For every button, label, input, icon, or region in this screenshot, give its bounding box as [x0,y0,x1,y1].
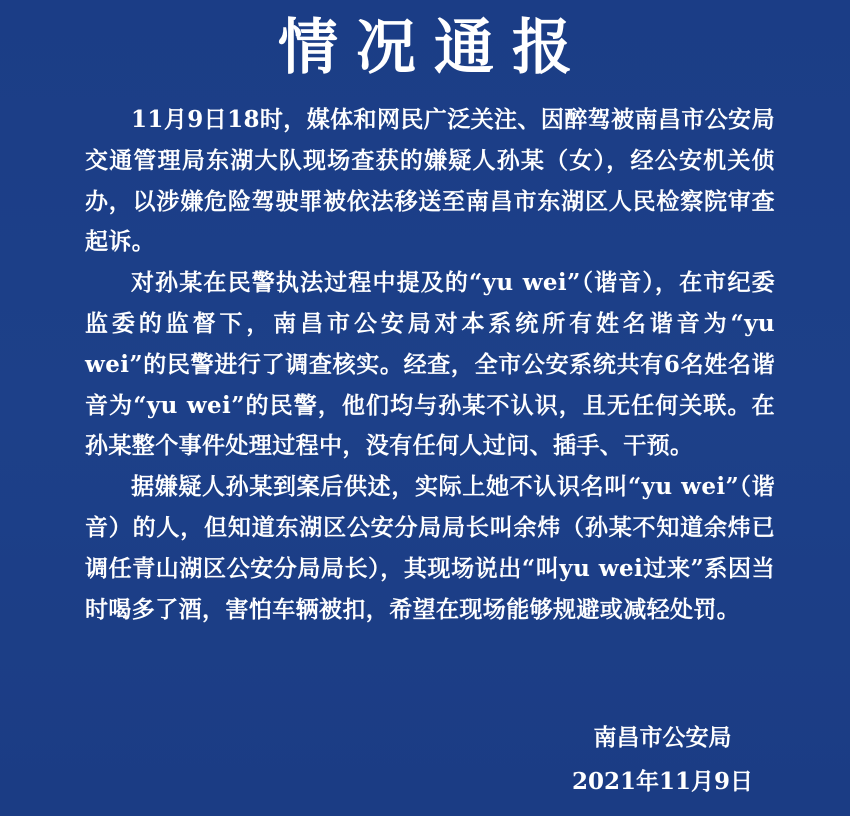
issue-date: 2021年11月9日 [571,768,753,795]
paragraph-3: 据嫌疑人孙某到案后供述，实际上她不认识名叫“yu wei”（谐音）的人，但知道东湖区公安分局局长叫余炜（孙某不知道余炜已调任青山湖区公安分局局长），其现场说出“叫yu wei过来”系因当时喝多了酒，害怕车辆被扣，希望在现场能够规避或减轻处罚。 [85,473,775,623]
issuer-name: 南昌市公安局 [593,724,732,751]
paragraph-1: 11月9日18时，媒体和网民广泛关注、因醉驾被南昌市公安局交通管理局东湖大队现场查获的嫌疑人孙某（女），经公安机关侦办，以涉嫌危险驾驶罪被依法移送至南昌市东湖区人民检察院审查起诉。 [85,106,775,256]
signature-block [572,716,753,804]
paragraph-2: 对孙某在民警执法过程中提及的“yu wei”（谐音），在市纪委监委的监督下，南昌市公安局对本系统所有姓名谐音为“yu wei”的民警进行了调查核实。经查，全市公安系统共有6名姓名谐音为“yu wei”的民警，他们均与孙某不认识，且无任何关联。在孙某整个事件处理过程中，没有任何人过问、插手、干预。 [85,269,775,460]
notice-title: 情况通报 [278,13,590,83]
notice-body [85,100,775,630]
